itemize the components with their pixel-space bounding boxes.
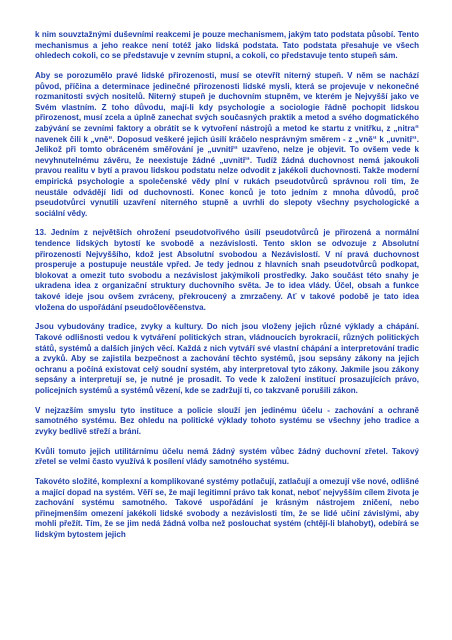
document-page xyxy=(35,30,419,541)
paragraph: Aby se porozumělo pravé lidské přirozenosti, musí se otevřít niterný stupeň. V něm se nachází původ, příčina a determinace jedinečné přirozenosti lidské mysli, která se projevuje v nekonečné rozmanitosti svých nositelů. Niterný stupeň je duchovním stupněm, ve kterém je Nejvyšší jako ve Svém vlastním. Z toho důvodu, mají-li kdy psychologie a sociologie řádně pochopit lidskou přirozenost, musí zcela a úplně zanechat svých současných praktik a metod a svého dogmatického zabývání se zevními faktory a obrátit se k vytvoření nástrojů a metod ke startu z vnitřku, z „nitra“ navenek čili k „vně“. Doposud veškeré jejich úsilí kráčelo nesprávným směrem - z „vně“ k „uvnitř“. Jelikož při tomto obráceném směřování je „uvnitř“ uzavřeno, nelze je objevit. To ovšem vede k nevyhnutelnému závěru, že neexistuje žádné „uvnitř“. Tudíž žádná duchovnost nemá jakoukoli pravou realitu v bytí a pravou lidskou podstatu nelze odvodit z jakékoli duchovnosti. Takže moderní empirická psychologie a společenské vědy plní v rukách pseudotvůrců správnou roli tím, že neustále odvádějí lidi od duchovnosti. Konec konců je toto jedním z mnoha důvodů, proč pseudotvůrci vynutili uzavření niterného stupně a uvrhli do slepoty všechny psychologické a sociální vědy. xyxy=(35,70,419,218)
paragraph: 13. Jedním z největších ohrožení pseudotvořivého úsilí pseudotvůrců je přirozená a normální tendence lidských bytostí ke svobodě a nezávislosti. Tento sklon se odvozuje z Absolutní přirozenosti Nejvyššího, kdož jest Absolutní svobodou a Nezávislostí. V ní pravá duchovnost prosperuje a postupuje neustále vpřed. Je tedy jednou z hlavních snah pseudotvůrců podkopat, blokovat a omezit tuto svobodu a nezávislost jakýmikoli prostředky. Jako součást této snahy je ukradena idea z organizační struktury duchovního světa. Je to idea vlády. Účel, obsah a funkce takové ideje jsou ovšem zvráceny, překroucený a zmrzačeny. Ať v takové podobě je tato idea vložena do uspořádání pseudočlověčenstva. xyxy=(35,228,419,312)
paragraph: Jsou vybudovány tradice, zvyky a kultury. Do nich jsou vloženy jejich různé výklady a chápání. Takové odlišnosti vedou k vytváření politických stran, vládnoucích byrokracií, různých politických států, systémů a dalších jiných věcí. Každá z nich vytváří své vlastní chápání a interpretování tradic a zvyků. Aby se zajistila bezpečnost a zachování těchto systémů, jsou sepsány zákony na jejich ochranu a počíná existovat celý soudní systém, aby interpretoval tyto zákony. Jakmile jsou zákony sepsány a interpretují se, je nutné je prosadit. To vede k založení institucí prosazujících právo, policejních systémů a systémů vězení, kde se zadržují ti, co takzvaně porušili zákon. xyxy=(35,322,419,395)
paragraph: Takovéto složité, komplexní a komplikované systémy potlačují, zatlačují a omezují vše nové, odlišné a mající dopad na systém. Věří se, že mají legitimní právo tak konat, neboť nejvyšším cílem života je zachování systému samotného. Takové uspořádání je krásným nástrojem zničení, nebo přinejmenším omezení jakékoli lidské svobody a nezávislosti tím, že se lidé učiní závislými, aby mohli přežít. Tím, že se jim nedá žádná volba než poslouchat systém (chtějí-li blahobyt), odebírá se lidským bytostem jejich xyxy=(35,477,419,540)
paragraph: Kvůli tomuto jejich utilitárnímu účelu nemá žádný systém vůbec žádný duchovní zřetel. Takový zřetel se velmi často využívá k posílení vlády samotného systému. xyxy=(35,446,419,467)
paragraph: V nejzazším smyslu tyto instituce a policie slouží jen jedinému účelu - zachování a ochraně samotného systému. Bez ohledu na politické výklady tohoto systému se všechny jeho tradice a zvyky bedlivě střeží a brání. xyxy=(35,405,419,436)
paragraph: k nim souvztažnými duševními reakcemi je pouze mechanismem, jakým tato podstata působí. Tento mechanismus a jeho reakce není totéž jako lidská podstata. Tato podstata přesahuje ve všech ohledech cokoli, co se představuje v zevním stupni, a cokoli, co představuje tento stupeň sám. xyxy=(35,30,419,61)
